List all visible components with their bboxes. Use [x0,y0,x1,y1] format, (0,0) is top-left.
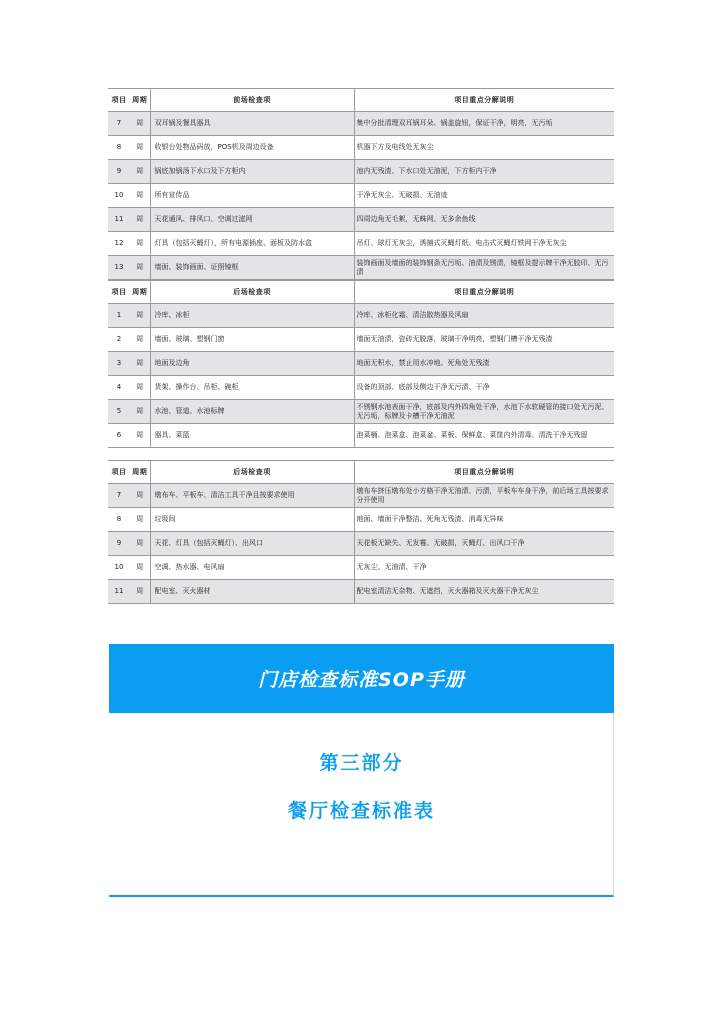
item-number-cell: 1 [108,304,130,328]
table-row [108,136,614,160]
check-item-cell: 水池、管道、水池标牌 [150,400,354,424]
front-inspection-table [108,88,614,280]
column-header: 周期 [130,281,150,304]
description-cell: 不锈钢水池表面干净，底部及内外四角处干净，水池下水软硬管的接口处无污泥、无污垢，标牌及卡槽干净无油泥 [354,400,614,424]
item-number-cell: 13 [108,256,130,280]
description-cell: 墩布车挤压墩布处小方格干净无油渍、污渍，平板车车身干净，前后场工具按要求分开使用 [354,484,614,508]
check-item-cell: 墙面、装饰画面、证照镜框 [150,256,354,280]
table-row [108,400,614,424]
period-cell: 周 [130,160,150,184]
item-number-cell: 4 [108,376,130,400]
check-item-cell: 货架、操作台、吊柜、碗柜 [150,376,354,400]
description-cell: 天花板无缺失、无发霉、无破损，灭蝇灯、出风口干净 [354,532,614,556]
item-number-cell: 10 [108,556,130,580]
table-row [108,508,614,532]
item-number-cell: 6 [108,424,130,448]
check-item-cell: 垃圾间 [150,508,354,532]
column-header: 周期 [130,89,150,112]
section-part-title: 第三部分 [319,752,404,774]
table-row [108,160,614,184]
period-cell: 周 [130,376,150,400]
check-item-cell: 墩布车、平板车、清洁工具干净且按要求使用 [150,484,354,508]
check-item-cell: 配电室、灭火器材 [150,580,354,604]
description-cell: 配电室清洁无杂物、无遮挡，灭火器箱及灭火器干净无灰尘 [354,580,614,604]
table-header-row [108,281,614,304]
manual-banner [109,644,614,713]
table-row [108,580,614,604]
item-number-cell: 12 [108,232,130,256]
table-row [108,352,614,376]
period-cell: 周 [130,304,150,328]
column-header: 项目 [108,89,130,112]
back-inspection-table-2 [108,460,614,604]
section-subtitle: 餐厅检查标准表 [287,800,435,822]
section-cover [109,713,614,897]
period-cell: 周 [130,556,150,580]
table-gap [108,448,614,460]
column-header: 后场检查项 [150,281,354,304]
check-item-cell: 墙面、玻璃、塑钢门窗 [150,328,354,352]
item-number-cell: 7 [108,112,130,136]
table-row [108,556,614,580]
inspection-sheet [108,88,614,604]
column-header: 后场检查项 [150,461,354,484]
description-cell: 吊灯、球灯无灰尘，诱捕式灭蝇灯纸、电击式灭蝇灯铁网干净无灰尘 [354,232,614,256]
description-cell: 地面无积水，禁止用水冲地。死角处无残渣 [354,352,614,376]
table-header-row [108,461,614,484]
table-row [108,112,614,136]
column-header: 周期 [130,461,150,484]
check-item-cell: 冷库、冰柜 [150,304,354,328]
column-header: 项目重点分解说明 [354,281,614,304]
description-cell: 池内无残渣、下水口处无油泥，下方柜内干净 [354,160,614,184]
period-cell: 周 [130,580,150,604]
table-row [108,532,614,556]
description-cell: 机器下方及电线处无灰尘 [354,136,614,160]
check-item-cell: 地面及边角 [150,352,354,376]
table-row [108,424,614,448]
table-row [108,484,614,508]
column-header: 前场检查项 [150,89,354,112]
check-item-cell: 收银台处物品码放，POS机及周边设备 [150,136,354,160]
period-cell: 周 [130,532,150,556]
description-cell: 冷库、冰柜化霜、清洁散热器及风扇 [354,304,614,328]
item-number-cell: 5 [108,400,130,424]
description-cell: 集中分批清理双耳锅耳朵、锅盖旋钮，保证干净，明亮，无污垢 [354,112,614,136]
period-cell: 周 [130,352,150,376]
column-header: 项目重点分解说明 [354,461,614,484]
banner-title: 门店检查标准SOP手册 [258,669,465,691]
item-number-cell: 3 [108,352,130,376]
description-cell: 四周边角无毛絮，无蛛网、无多余鱼线 [354,208,614,232]
back-inspection-table-1 [108,280,614,448]
description-cell: 地面、墙面干净整洁、死角无残渣、消毒无异味 [354,508,614,532]
description-cell: 装饰画面及墙面的装饰钢条无污垢、油渍及锈渍，镜框及提示牌干净无胶印、无污渍 [354,256,614,280]
table-row [108,256,614,280]
period-cell: 周 [130,328,150,352]
item-number-cell: 8 [108,136,130,160]
column-header: 项目 [108,281,130,304]
column-header: 项目 [108,461,130,484]
item-number-cell: 7 [108,484,130,508]
period-cell: 周 [130,208,150,232]
check-item-cell: 天花、灯具（包括灭蝇灯）、出风口 [150,532,354,556]
table-row [108,232,614,256]
period-cell: 周 [130,256,150,280]
table-header-row [108,89,614,112]
period-cell: 周 [130,484,150,508]
description-cell: 干净无灰尘、无破损、无油迹 [354,184,614,208]
description-cell: 泡菜桶、泡菜盒、泡菜盆、菜板、保鲜盒、菜筐内外清毒、清洗干净无残留 [354,424,614,448]
item-number-cell: 11 [108,208,130,232]
check-item-cell: 所有宣传品 [150,184,354,208]
column-header: 项目重点分解说明 [354,89,614,112]
table-row [108,328,614,352]
period-cell: 周 [130,424,150,448]
check-item-cell: 双耳锅及餐具器具 [150,112,354,136]
item-number-cell: 8 [108,508,130,532]
period-cell: 周 [130,136,150,160]
item-number-cell: 2 [108,328,130,352]
period-cell: 周 [130,184,150,208]
table-row [108,304,614,328]
table-row [108,208,614,232]
description-cell: 墙面无油渍，瓷砖无脱落，玻璃干净明亮，塑钢门槽干净无残渣 [354,328,614,352]
period-cell: 周 [130,508,150,532]
check-item-cell: 天花通风、排风口、空调过滤网 [150,208,354,232]
table-row [108,184,614,208]
period-cell: 周 [130,112,150,136]
check-item-cell: 器具、菜篮 [150,424,354,448]
check-item-cell: 灯具（包括灭蝇灯），所有电源插座、面板及防水盒 [150,232,354,256]
item-number-cell: 9 [108,532,130,556]
description-cell: 设备的顶部、底部及侧边干净无污渍、干净 [354,376,614,400]
item-number-cell: 9 [108,160,130,184]
check-item-cell: 锅底加锅汤下水口及下方柜内 [150,160,354,184]
period-cell: 周 [130,400,150,424]
period-cell: 周 [130,232,150,256]
item-number-cell: 11 [108,580,130,604]
check-item-cell: 空调、热水器、电风扇 [150,556,354,580]
description-cell: 无灰尘、无油渍、干净 [354,556,614,580]
item-number-cell: 10 [108,184,130,208]
table-row [108,376,614,400]
